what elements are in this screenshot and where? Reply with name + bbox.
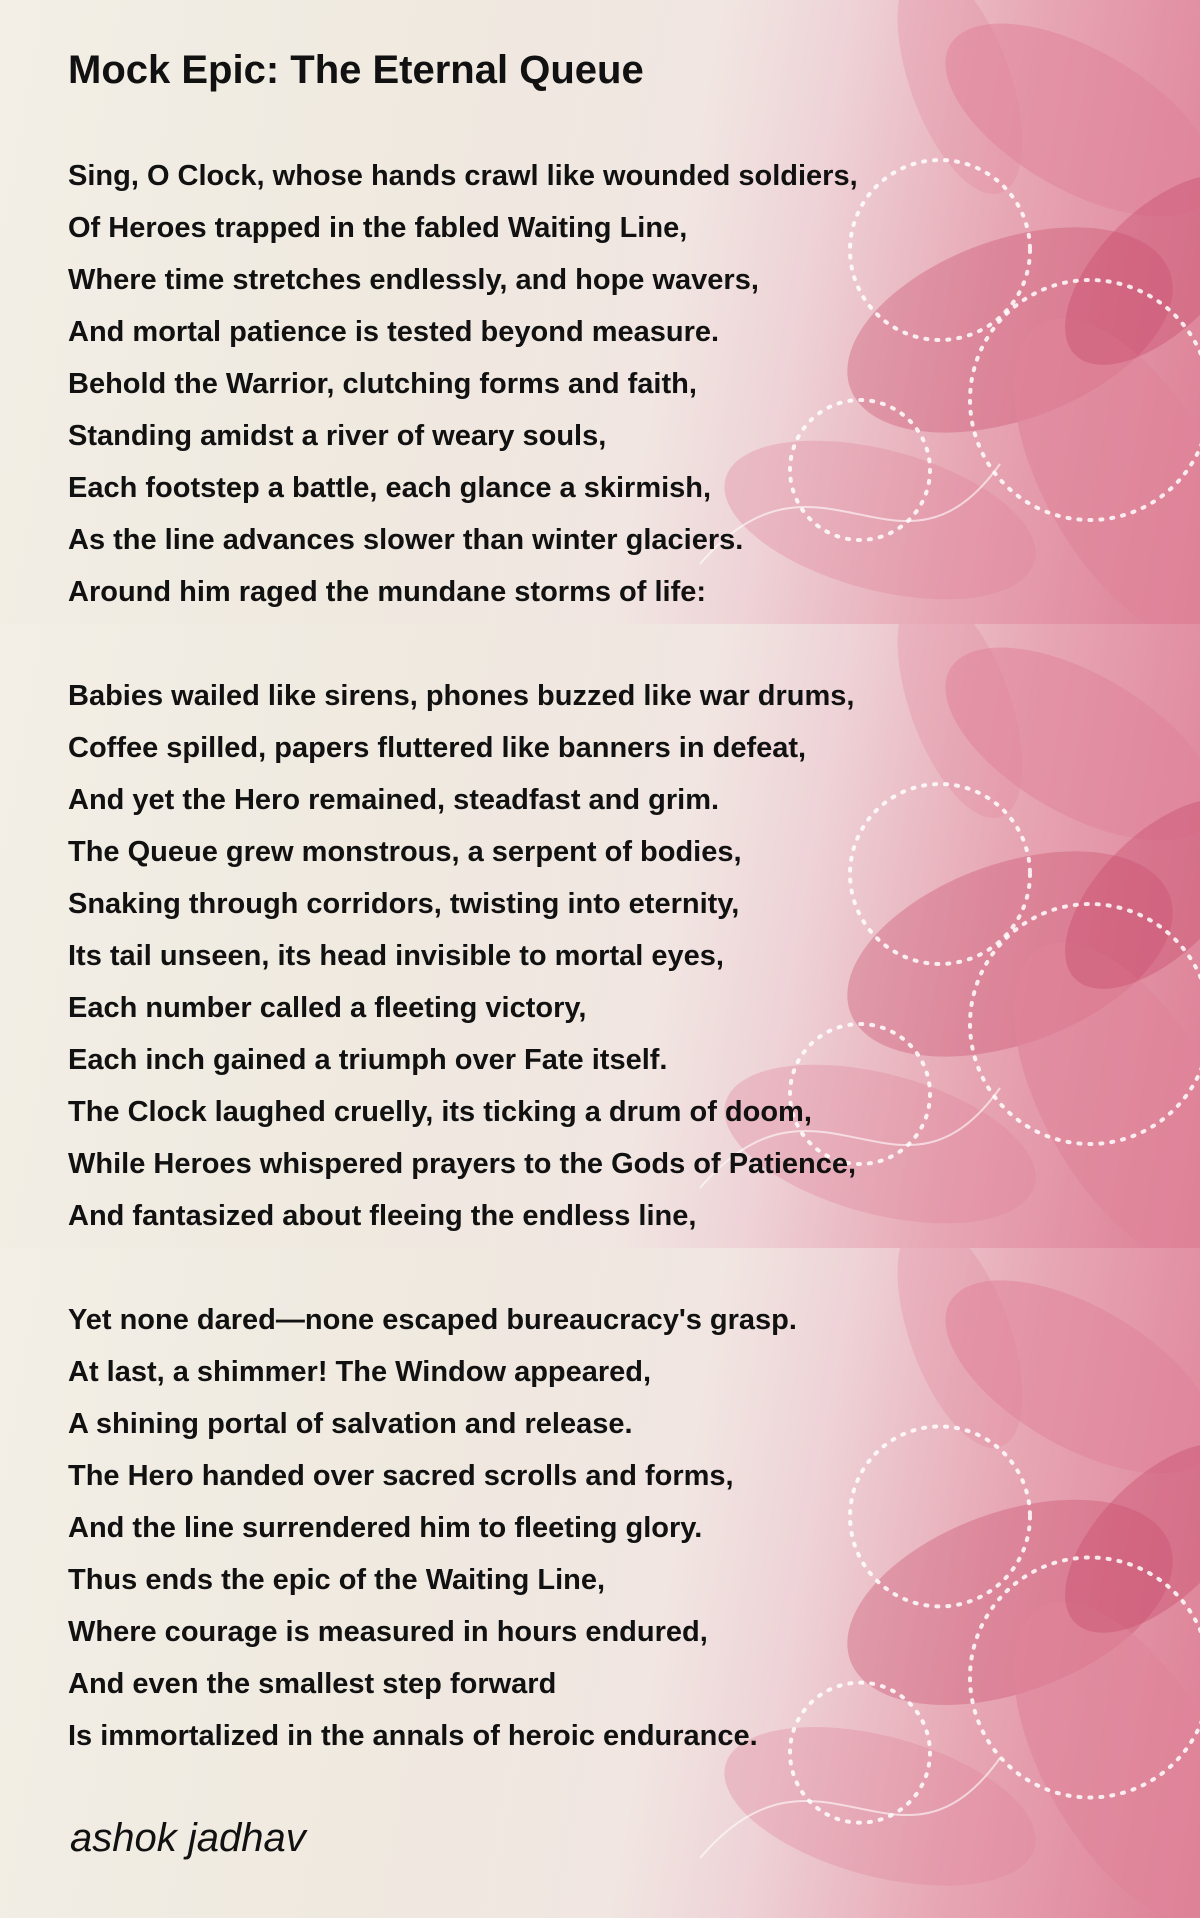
poem-body bbox=[68, 150, 1068, 1762]
poem-line: As the line advances slower than winter glaciers. bbox=[68, 524, 744, 556]
poem-line: Is immortalized in the annals of heroic endurance. bbox=[68, 1720, 758, 1752]
poem-line: Thus ends the epic of the Waiting Line, bbox=[68, 1564, 606, 1596]
poem-line: Yet none dared—none escaped bureaucracy's grasp. bbox=[68, 1304, 797, 1336]
stanza-break bbox=[68, 618, 1068, 670]
author-signature: ashok jadhav bbox=[70, 1816, 306, 1860]
poem-line: The Queue grew monstrous, a serpent of bodies, bbox=[68, 836, 742, 868]
poem-line: Each inch gained a triumph over Fate itself. bbox=[68, 1044, 668, 1076]
poem-line: Each footstep a battle, each glance a skirmish, bbox=[68, 472, 712, 504]
poem-line: And mortal patience is tested beyond measure. bbox=[68, 316, 720, 348]
poem-line: The Clock laughed cruelly, its ticking a drum of doom, bbox=[68, 1096, 812, 1128]
poem-line: And the line surrendered him to fleeting glory. bbox=[68, 1512, 703, 1544]
poem-line: Babies wailed like sirens, phones buzzed like war drums, bbox=[68, 680, 855, 712]
stanza-break bbox=[68, 1242, 1068, 1294]
poem-line: Each number called a fleeting victory, bbox=[68, 992, 587, 1024]
poem-line: Snaking through corridors, twisting into eternity, bbox=[68, 888, 740, 920]
poem-line: Around him raged the mundane storms of life: bbox=[68, 576, 707, 608]
poem-line: Where courage is measured in hours endured, bbox=[68, 1616, 708, 1648]
poem-line: The Hero handed over sacred scrolls and forms, bbox=[68, 1460, 734, 1492]
poem-line: While Heroes whispered prayers to the Gods of Patience, bbox=[68, 1148, 857, 1180]
poem-title: Mock Epic: The Eternal Queue bbox=[68, 48, 644, 92]
poem-line: Sing, O Clock, whose hands crawl like wounded soldiers, bbox=[68, 160, 858, 192]
poem-line: Of Heroes trapped in the fabled Waiting Line, bbox=[68, 212, 688, 244]
poem-line: And yet the Hero remained, steadfast and grim. bbox=[68, 784, 720, 816]
poem-line: Where time stretches endlessly, and hope wavers, bbox=[68, 264, 759, 296]
poem-line: Coffee spilled, papers fluttered like banners in defeat, bbox=[68, 732, 807, 764]
poem-line: Standing amidst a river of weary souls, bbox=[68, 420, 607, 452]
poem-line: A shining portal of salvation and release. bbox=[68, 1408, 633, 1440]
poem-line: And even the smallest step forward bbox=[68, 1668, 557, 1700]
poem-line: Behold the Warrior, clutching forms and faith, bbox=[68, 368, 697, 400]
poem-line: At last, a shimmer! The Window appeared, bbox=[68, 1356, 652, 1388]
poem-line: Its tail unseen, its head invisible to mortal eyes, bbox=[68, 940, 724, 972]
poem-line: And fantasized about fleeing the endless line, bbox=[68, 1200, 697, 1232]
